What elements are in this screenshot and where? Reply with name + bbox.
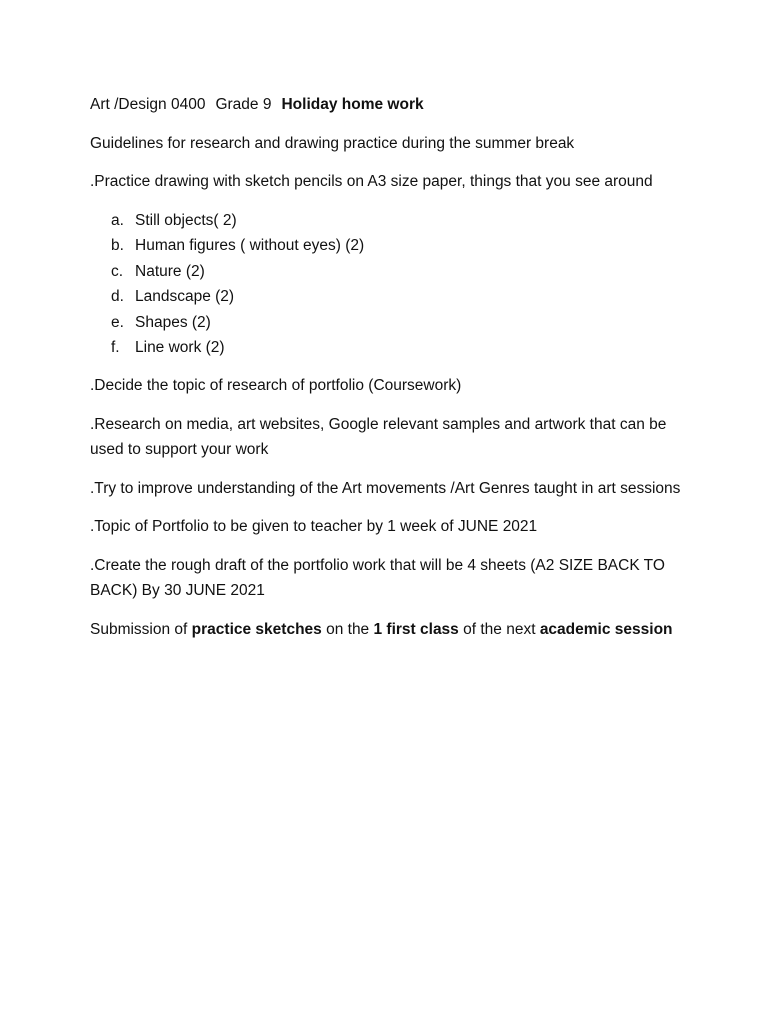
draft-instruction: .Create the rough draft of the portfolio work that will be 4 sheets (A2 SIZE BACK TO BACK) By 30 JUNE 2021 xyxy=(90,556,665,600)
list-marker: b. xyxy=(111,237,124,255)
list-item xyxy=(111,284,690,310)
submission-text: of the next xyxy=(458,620,540,638)
list-item xyxy=(111,335,690,361)
document-heading xyxy=(90,92,690,118)
practice-instruction: .Practice drawing with sketch pencils on A3 size paper, things that you see around xyxy=(90,173,653,190)
list-item-text: Line work (2) xyxy=(135,339,225,357)
list-item-text: Human figures ( without eyes) (2) xyxy=(135,237,365,255)
list-marker: d. xyxy=(111,288,124,306)
deadline-instruction: .Topic of Portfolio to be given to teacher by 1 week of JUNE 2021 xyxy=(90,518,538,536)
list-marker: e. xyxy=(111,313,124,331)
list-item xyxy=(111,208,690,234)
list-item-text: Landscape (2) xyxy=(135,288,235,306)
submission-text: Submission of xyxy=(90,620,192,638)
submission-emphasis: 1 first class xyxy=(373,620,459,638)
list-marker: a. xyxy=(111,211,124,229)
list-marker: f. xyxy=(111,339,120,357)
list-item xyxy=(111,310,690,336)
list-item-text: Still objects( 2) xyxy=(135,211,237,229)
movements-instruction: .Try to improve understanding of the Art movements /Art Genres taught in art sessions xyxy=(90,479,681,497)
drawing-task-list xyxy=(90,208,690,362)
document-title: Holiday home work xyxy=(281,96,424,113)
document-page xyxy=(90,92,690,655)
list-marker: c. xyxy=(111,262,124,280)
submission-emphasis: practice sketches xyxy=(191,620,322,638)
list-item-text: Shapes (2) xyxy=(135,313,211,331)
course-code: Art /Design 0400 xyxy=(90,96,206,113)
submission-note xyxy=(90,617,690,643)
topic-instruction: .Decide the topic of research of portfolio (Coursework) xyxy=(90,377,462,395)
list-item-text: Nature (2) xyxy=(135,262,205,280)
research-instruction: .Research on media, art websites, Google relevant samples and artwork that can be used to support your work xyxy=(90,415,667,459)
list-item xyxy=(111,233,690,259)
intro-text: Guidelines for research and drawing practice during the summer break xyxy=(90,134,575,152)
submission-text: on the xyxy=(321,620,374,638)
submission-emphasis: academic session xyxy=(539,620,673,638)
list-item xyxy=(111,259,690,285)
grade-label: Grade 9 xyxy=(215,96,272,113)
